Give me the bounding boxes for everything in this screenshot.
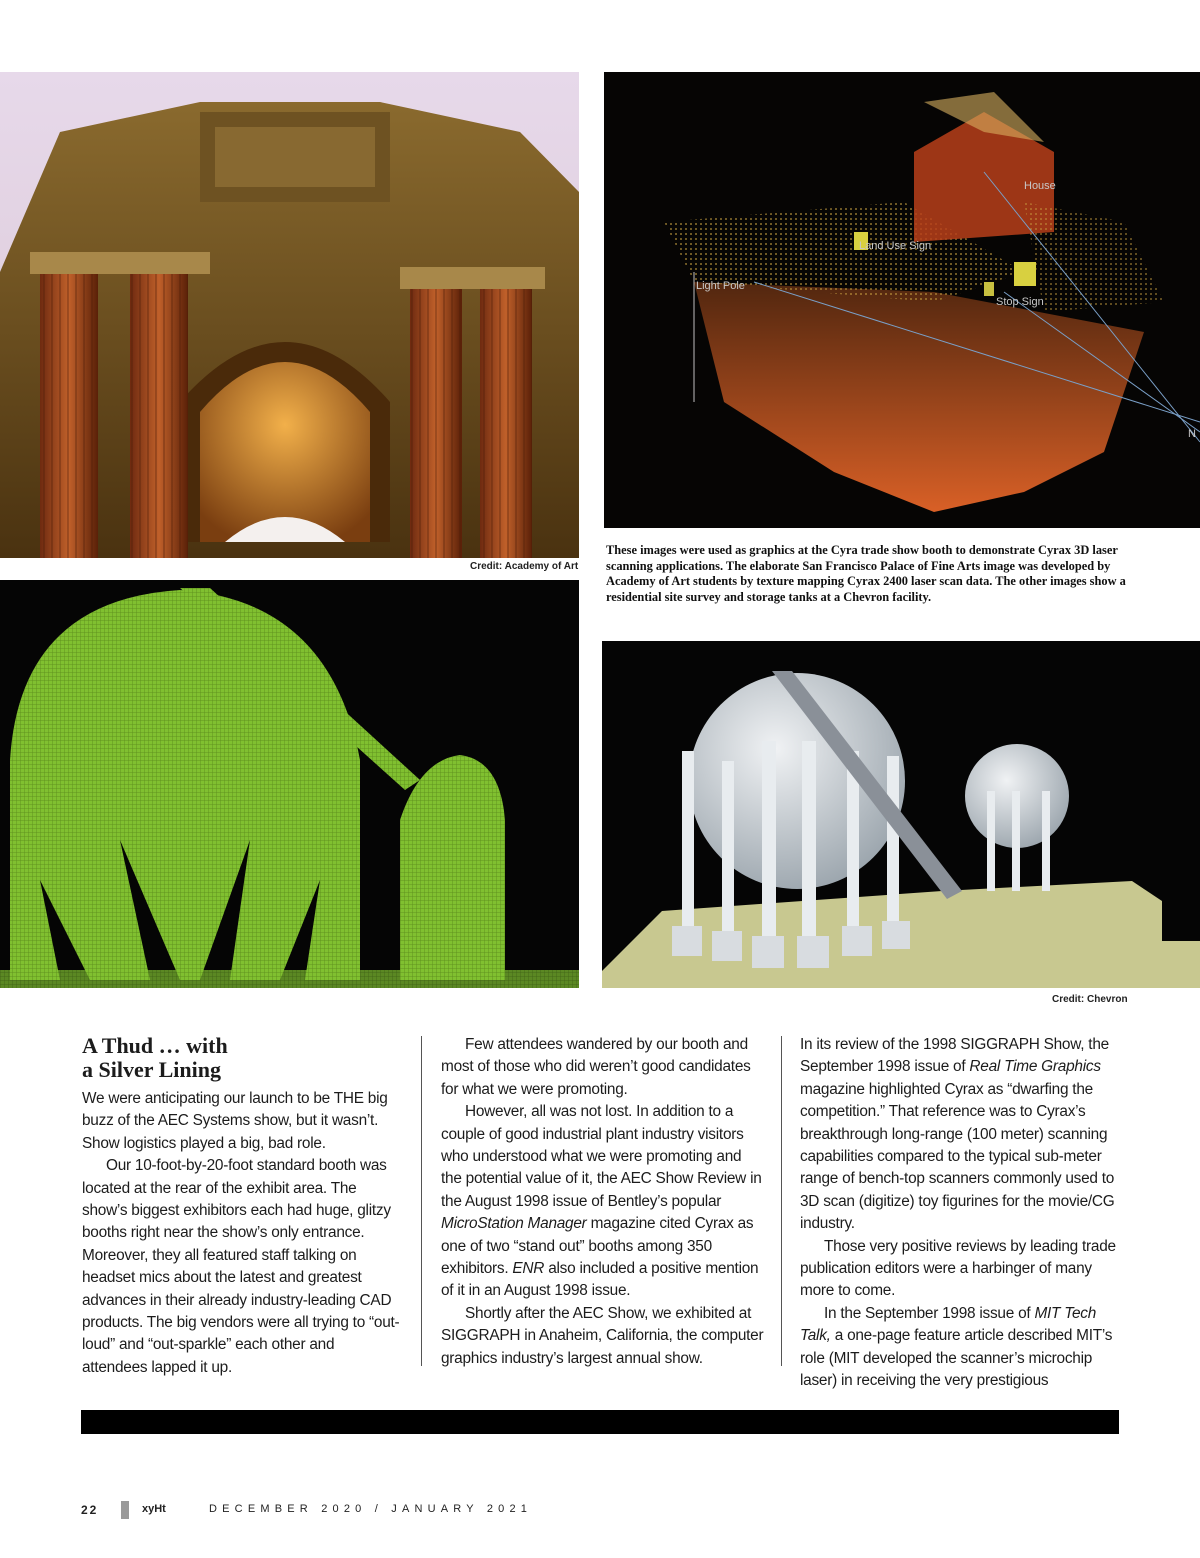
page-number: 22 (81, 1503, 99, 1517)
col2-p2-text-e: also included a positive mention of it in an August 1998 issue. (441, 1260, 759, 1300)
col3-paragraph-2: Those very positive reviews by leading trade publication editors were a harbinger of many more to come. (800, 1237, 1116, 1300)
col2-paragraph-2 (441, 1101, 765, 1303)
decorative-black-bar (81, 1410, 1119, 1434)
article-column-1 (82, 1034, 402, 1379)
col1-paragraph-1: We were anticipating our launch to be THE big buzz of the AEC Systems show, but it wasn’t. Show logistics played a big, bad role. (82, 1090, 388, 1152)
article-heading (82, 1034, 402, 1082)
scan-label-land-use-sign: Land Use Sign (859, 240, 932, 252)
palace-image-credit: Credit: Academy of Art (470, 561, 579, 572)
heading-line-2: a Silver Lining (82, 1057, 221, 1082)
figure-caption: These images were used as graphics at the Cyra trade show booth to demonstrate Cyrax 3D laser scanning applications. The elaborate San Francisco Palace of Fine Arts image was developed by Academy of Art students by texture mapping Cyrax 2400 laser scan data. The other images show a residential site survey and storage tanks at a Chevron facility. (606, 543, 1126, 604)
scan-label-n: N (1188, 428, 1196, 440)
heading-line-1: A Thud … with (82, 1033, 228, 1058)
magazine-title-real-time-graphics: Real Time Graphics (969, 1058, 1101, 1076)
col3-p3-text-a: In the September 1998 issue of (824, 1304, 1035, 1322)
scan-label-house: House (1024, 180, 1056, 192)
col1-paragraph-2: Our 10-foot-by-20-foot standard booth was located at the rear of the exhibit area. The show’s biggest exhibitors each had huge, glitzy booths right near the show’s only entrance. Moreover, they all featured staff talking on headset mics about the latest and greatest advances in their already industry-leading CAD products. The big vendors were all trying to “out-loud” and “out-sparkle” each other and attendees lapped it up. (82, 1157, 400, 1376)
col2-paragraph-3: Shortly after the AEC Show, we exhibited at SIGGRAPH in Anaheim, California, the computer graphics industry’s largest annual show. (441, 1304, 764, 1367)
col2-p2-text-c: magazine cited Cyrax as one of two “stand out” booths among 350 exhibitors. (441, 1215, 754, 1278)
tank-image-credit: Credit: Chevron (1052, 994, 1128, 1005)
magazine-title-enr: ENR (512, 1260, 545, 1278)
col3-p3-text-c: a one-page feature article described MIT’s role (MIT developed the scanner’s microchip laser) in receiving the very prestigious (800, 1327, 1113, 1390)
issue-date: DECEMBER 2020 / JANUARY 2021 (209, 1503, 533, 1515)
storage-tank-render-image (602, 641, 1200, 988)
col3-p1-text-c: magazine highlighted Cyrax as “dwarfing the competition.” That reference was to Cyrax’s breakthrough long-range (100 meter) scanning capabilities compared to the typical sub-meter range of bench-top scanners commonly used to 3D scan (digitize) toy figurines for the movie/CG industry. (800, 1080, 1115, 1233)
article-column-2 (441, 1034, 765, 1370)
col2-p2-text-a: However, all was not lost. In addition to a couple of good industrial plant industry visitors who understood what we were promoting and the potential value of it, the AEC Show Review in the August 1998 issue of Bentley’s popular (441, 1103, 762, 1210)
col3-paragraph-1 (800, 1034, 1122, 1236)
storage-tank-scan-image (0, 580, 579, 988)
article-column-3 (800, 1034, 1122, 1393)
residential-scan-image (604, 72, 1200, 528)
magazine-title-microstation: MicroStation Manager (441, 1215, 587, 1233)
col2-paragraph-1: Few attendees wandered by our booth and most of those who did weren’t good candidates for what we were promoting. (441, 1036, 751, 1098)
scan-label-stop-sign: Stop Sign (996, 296, 1044, 308)
magazine-name: xyHt (142, 1503, 166, 1515)
magazine-title-mit-tech-talk: MIT Tech Talk, (800, 1304, 1097, 1345)
col3-paragraph-3 (800, 1303, 1122, 1393)
palace-of-fine-arts-image (0, 72, 579, 558)
col3-p1-text-a: In its review of the 1998 SIGGRAPH Show, the September 1998 issue of (800, 1036, 1109, 1076)
column-divider-2 (781, 1036, 782, 1366)
footer-separator (121, 1501, 129, 1519)
scan-label-light-pole: Light Pole (696, 280, 745, 292)
column-divider-1 (421, 1036, 422, 1366)
